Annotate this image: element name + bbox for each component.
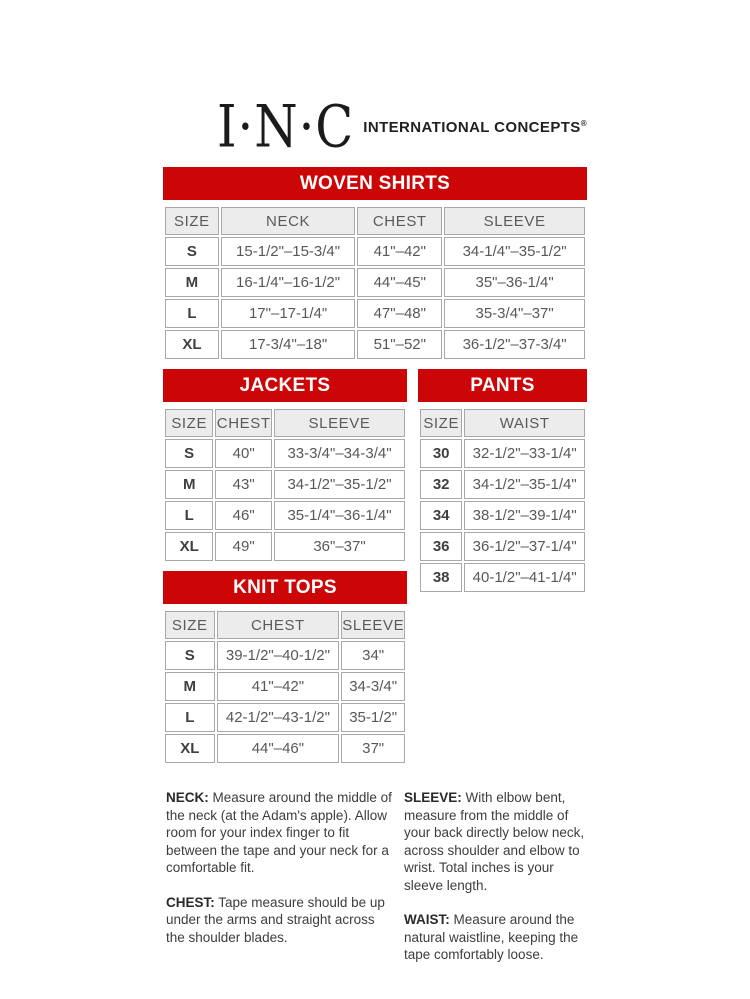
column-header: SIZE <box>165 611 215 639</box>
size-chart-page <box>163 0 587 981</box>
inc-logo-monogram: I·N·C <box>216 92 355 161</box>
chest-note <box>166 894 394 947</box>
table-row <box>165 501 405 530</box>
table-row <box>420 439 585 468</box>
table-row <box>165 641 405 670</box>
pants-column <box>418 369 587 765</box>
size-cell: 36 <box>420 532 462 561</box>
size-cell: 34 <box>420 501 462 530</box>
value-cell: 43" <box>215 470 272 499</box>
waist-note-text: Measure around the natural waistline, keeping the tape comfortably loose. <box>404 912 579 962</box>
size-cell: M <box>165 268 219 297</box>
value-cell: 16-1/4"–16-1/2" <box>221 268 356 297</box>
size-cell: M <box>165 470 213 499</box>
column-header: CHEST <box>357 207 442 235</box>
size-cell: XL <box>165 532 213 561</box>
column-header: WAIST <box>464 409 585 437</box>
value-cell: 34-1/2"–35-1/2" <box>274 470 405 499</box>
size-cell: S <box>165 237 219 266</box>
jackets-banner: JACKETS <box>163 369 407 402</box>
table-row <box>420 501 585 530</box>
value-cell: 46" <box>215 501 272 530</box>
value-cell: 34" <box>341 641 405 670</box>
value-cell: 34-1/2"–35-1/4" <box>464 470 585 499</box>
value-cell: 40-1/2"–41-1/4" <box>464 563 585 592</box>
woven-shirts-table <box>163 205 587 361</box>
size-cell: S <box>165 439 213 468</box>
pants-table <box>418 407 587 594</box>
size-cell: 38 <box>420 563 462 592</box>
table-row <box>165 532 405 561</box>
value-cell: 36-1/2"–37-3/4" <box>444 330 585 359</box>
value-cell: 41"–42" <box>217 672 340 701</box>
notes-right-column <box>404 789 587 981</box>
size-cell: L <box>165 299 219 328</box>
size-cell: S <box>165 641 215 670</box>
table-row <box>165 734 405 763</box>
knit-tops-header-row <box>165 611 405 639</box>
column-header: SLEEVE <box>444 207 585 235</box>
value-cell: 40" <box>215 439 272 468</box>
table-row <box>420 470 585 499</box>
size-cell: XL <box>165 330 219 359</box>
measurement-notes <box>163 789 587 981</box>
woven-shirts-header-row <box>165 207 585 235</box>
registered-trademark-symbol: ® <box>580 118 587 128</box>
value-cell: 17"–17-1/4" <box>221 299 356 328</box>
value-cell: 32-1/2"–33-1/4" <box>464 439 585 468</box>
table-row <box>165 299 585 328</box>
value-cell: 34-3/4" <box>341 672 405 701</box>
brand-wordmark-text: INTERNATIONAL CONCEPTS <box>363 118 581 136</box>
value-cell: 47"–48" <box>357 299 442 328</box>
pants-banner: PANTS <box>418 369 587 402</box>
chest-note-label: CHEST: <box>166 894 215 910</box>
chest-note-text: Tape measure should be up under the arms and straight across the shoulder blades. <box>166 894 385 945</box>
column-header: SIZE <box>165 409 213 437</box>
brand-logo <box>163 92 587 162</box>
value-cell: 33-3/4"–34-3/4" <box>274 439 405 468</box>
size-cell: L <box>165 703 215 732</box>
waist-note-label: WAIST: <box>404 912 450 927</box>
table-row <box>165 330 585 359</box>
table-row <box>165 237 585 266</box>
size-cell: XL <box>165 734 215 763</box>
value-cell: 44"–46" <box>217 734 340 763</box>
knit-tops-banner: KNIT TOPS <box>163 571 407 604</box>
neck-note-label: NECK: <box>166 790 209 805</box>
table-row <box>165 470 405 499</box>
pants-header-row <box>420 409 585 437</box>
table-row <box>165 439 405 468</box>
size-cell: 30 <box>420 439 462 468</box>
value-cell: 41"–42" <box>357 237 442 266</box>
column-header: CHEST <box>215 409 272 437</box>
table-row <box>165 268 585 297</box>
value-cell: 49" <box>215 532 272 561</box>
column-header: SLEEVE <box>341 611 405 639</box>
woven-shirts-banner: WOVEN SHIRTS <box>163 167 587 200</box>
knit-tops-table <box>163 609 407 765</box>
jackets-header-row <box>165 409 405 437</box>
neck-note-text: Measure around the middle of the neck (at the Adam's apple). Allow room for your index finger to fit between the tape and your neck for a comfortable fit. <box>166 790 392 875</box>
size-cell: M <box>165 672 215 701</box>
value-cell: 35"–36-1/4" <box>444 268 585 297</box>
notes-left-column <box>166 789 394 981</box>
value-cell: 35-1/4"–36-1/4" <box>274 501 405 530</box>
jackets-pants-section <box>163 369 587 765</box>
value-cell: 15-1/2"–15-3/4" <box>221 237 356 266</box>
neck-note <box>166 789 394 877</box>
column-header: SIZE <box>420 409 462 437</box>
table-row <box>165 703 405 732</box>
column-header: NECK <box>221 207 356 235</box>
brand-wordmark <box>363 119 587 136</box>
table-row <box>165 672 405 701</box>
value-cell: 51"–52" <box>357 330 442 359</box>
value-cell: 37" <box>341 734 405 763</box>
column-header: CHEST <box>217 611 340 639</box>
sleeve-note-text: With elbow bent, measure from the middle of your back directly below neck, across shoulder and elbow to wrist. Total inches is your sleeve length. <box>404 790 585 893</box>
column-header: SIZE <box>165 207 219 235</box>
value-cell: 34-1/4"–35-1/2" <box>444 237 585 266</box>
table-row <box>420 563 585 592</box>
sleeve-note-label: SLEEVE: <box>404 790 462 805</box>
value-cell: 38-1/2"–39-1/4" <box>464 501 585 530</box>
jackets-knit-column <box>163 369 407 765</box>
jackets-table <box>163 407 407 563</box>
size-cell: L <box>165 501 213 530</box>
value-cell: 42-1/2"–43-1/2" <box>217 703 340 732</box>
waist-note <box>404 911 587 964</box>
value-cell: 35-3/4"–37" <box>444 299 585 328</box>
value-cell: 39-1/2"–40-1/2" <box>217 641 340 670</box>
table-row <box>420 532 585 561</box>
value-cell: 36"–37" <box>274 532 405 561</box>
column-header: SLEEVE <box>274 409 405 437</box>
value-cell: 17-3/4"–18" <box>221 330 356 359</box>
value-cell: 44"–45" <box>357 268 442 297</box>
value-cell: 36-1/2"–37-1/4" <box>464 532 585 561</box>
sleeve-note <box>404 789 587 894</box>
value-cell: 35-1/2" <box>341 703 405 732</box>
size-cell: 32 <box>420 470 462 499</box>
